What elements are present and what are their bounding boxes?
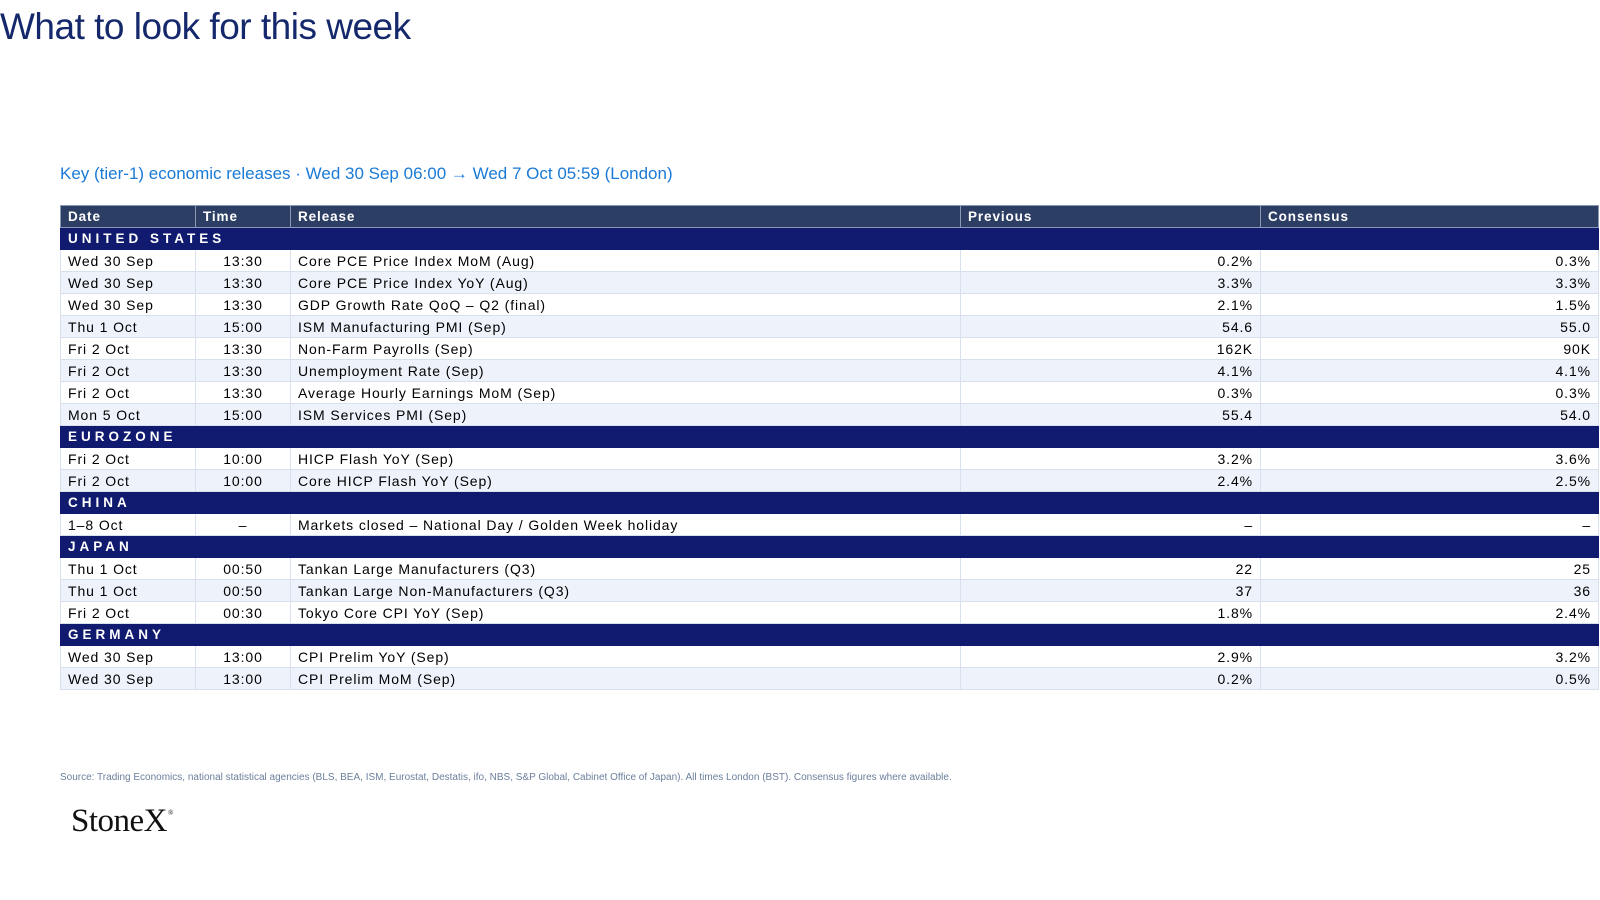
table-row xyxy=(61,316,1599,338)
page-title: What to look for this week xyxy=(0,6,411,47)
cell-date: Wed 30 Sep xyxy=(61,250,196,272)
cell-consensus: 25 xyxy=(1261,558,1599,580)
table-row xyxy=(61,338,1599,360)
cell-date: Mon 5 Oct xyxy=(61,404,196,426)
cell-date: Fri 2 Oct xyxy=(61,360,196,382)
cell-time: 13:30 xyxy=(196,294,291,316)
cell-release: Non-Farm Payrolls (Sep) xyxy=(291,338,961,360)
cell-time: 13:30 xyxy=(196,360,291,382)
cell-consensus: 90K xyxy=(1261,338,1599,360)
logo-text: StoneX xyxy=(71,803,167,839)
cell-previous: 2.4% xyxy=(961,470,1261,492)
table-row xyxy=(61,668,1599,690)
source-note: Source: Trading Economics, national statistical agencies (BLS, BEA, ISM, Eurostat, Destatis, ifo, NBS, S&P Global, Cabinet Office of Japan). All times London (BST). Consensus figures where available. xyxy=(60,772,952,783)
table-row xyxy=(61,272,1599,294)
section-label: GERMANY xyxy=(61,624,1599,646)
cell-previous: – xyxy=(961,514,1261,536)
table-row xyxy=(61,360,1599,382)
cell-release: CPI Prelim MoM (Sep) xyxy=(291,668,961,690)
cell-previous: 4.1% xyxy=(961,360,1261,382)
cell-time: 00:30 xyxy=(196,602,291,624)
header-date: Date xyxy=(61,206,196,228)
cell-time: 13:00 xyxy=(196,646,291,668)
cell-release: Tankan Large Non-Manufacturers (Q3) xyxy=(291,580,961,602)
table-row xyxy=(61,602,1599,624)
table-row xyxy=(61,382,1599,404)
table-subtitle: Key (tier-1) economic releases · Wed 30 Sep 06:00 → Wed 7 Oct 05:59 (London) xyxy=(60,164,673,183)
cell-release: Tankan Large Manufacturers (Q3) xyxy=(291,558,961,580)
cell-release: ISM Services PMI (Sep) xyxy=(291,404,961,426)
section-label: UNITED STATES xyxy=(61,228,1599,250)
cell-time: 00:50 xyxy=(196,558,291,580)
cell-date: Wed 30 Sep xyxy=(61,294,196,316)
cell-previous: 37 xyxy=(961,580,1261,602)
cell-consensus: 3.6% xyxy=(1261,448,1599,470)
cell-time: 10:00 xyxy=(196,470,291,492)
cell-time: 10:00 xyxy=(196,448,291,470)
cell-date: Fri 2 Oct xyxy=(61,602,196,624)
cell-release: Unemployment Rate (Sep) xyxy=(291,360,961,382)
section-row xyxy=(61,492,1599,514)
cell-previous: 3.3% xyxy=(961,272,1261,294)
cell-consensus: 36 xyxy=(1261,580,1599,602)
cell-date: Fri 2 Oct xyxy=(61,338,196,360)
cell-date: Wed 30 Sep xyxy=(61,646,196,668)
cell-date: Wed 30 Sep xyxy=(61,668,196,690)
table-body xyxy=(61,228,1599,690)
table-row xyxy=(61,404,1599,426)
cell-time: 15:00 xyxy=(196,404,291,426)
cell-previous: 55.4 xyxy=(961,404,1261,426)
cell-time: 13:30 xyxy=(196,272,291,294)
cell-time: 13:30 xyxy=(196,250,291,272)
table-row xyxy=(61,250,1599,272)
cell-date: Fri 2 Oct xyxy=(61,470,196,492)
table-row xyxy=(61,558,1599,580)
table-row xyxy=(61,646,1599,668)
cell-previous: 22 xyxy=(961,558,1261,580)
cell-previous: 0.2% xyxy=(961,668,1261,690)
cell-release: HICP Flash YoY (Sep) xyxy=(291,448,961,470)
cell-previous: 2.1% xyxy=(961,294,1261,316)
cell-time: – xyxy=(196,514,291,536)
cell-consensus: 0.3% xyxy=(1261,250,1599,272)
section-label: CHINA xyxy=(61,492,1599,514)
cell-date: Thu 1 Oct xyxy=(61,580,196,602)
cell-previous: 54.6 xyxy=(961,316,1261,338)
cell-consensus: 0.5% xyxy=(1261,668,1599,690)
economic-releases-table xyxy=(60,205,1599,690)
cell-release: Tokyo Core CPI YoY (Sep) xyxy=(291,602,961,624)
table-row xyxy=(61,514,1599,536)
header-release: Release xyxy=(291,206,961,228)
cell-consensus: 2.5% xyxy=(1261,470,1599,492)
section-label: EUROZONE xyxy=(61,426,1599,448)
cell-time: 15:00 xyxy=(196,316,291,338)
cell-date: 1–8 Oct xyxy=(61,514,196,536)
cell-consensus: 55.0 xyxy=(1261,316,1599,338)
cell-consensus: 2.4% xyxy=(1261,602,1599,624)
cell-release: GDP Growth Rate QoQ – Q2 (final) xyxy=(291,294,961,316)
cell-time: 13:00 xyxy=(196,668,291,690)
cell-release: Core HICP Flash YoY (Sep) xyxy=(291,470,961,492)
cell-date: Wed 30 Sep xyxy=(61,272,196,294)
cell-consensus: 3.2% xyxy=(1261,646,1599,668)
cell-consensus: 4.1% xyxy=(1261,360,1599,382)
section-label: JAPAN xyxy=(61,536,1599,558)
header-time: Time xyxy=(196,206,291,228)
section-row xyxy=(61,228,1599,250)
section-row xyxy=(61,536,1599,558)
header-previous: Previous xyxy=(961,206,1261,228)
cell-date: Fri 2 Oct xyxy=(61,382,196,404)
cell-release: CPI Prelim YoY (Sep) xyxy=(291,646,961,668)
cell-time: 00:50 xyxy=(196,580,291,602)
cell-time: 13:30 xyxy=(196,382,291,404)
cell-date: Thu 1 Oct xyxy=(61,558,196,580)
cell-consensus: – xyxy=(1261,514,1599,536)
cell-date: Thu 1 Oct xyxy=(61,316,196,338)
cell-release: ISM Manufacturing PMI (Sep) xyxy=(291,316,961,338)
cell-release: Markets closed – National Day / Golden Week holiday xyxy=(291,514,961,536)
cell-consensus: 3.3% xyxy=(1261,272,1599,294)
table-row xyxy=(61,294,1599,316)
cell-consensus: 0.3% xyxy=(1261,382,1599,404)
table-row xyxy=(61,470,1599,492)
cell-release: Core PCE Price Index MoM (Aug) xyxy=(291,250,961,272)
section-row xyxy=(61,426,1599,448)
cell-previous: 3.2% xyxy=(961,448,1261,470)
cell-consensus: 54.0 xyxy=(1261,404,1599,426)
cell-previous: 162K xyxy=(961,338,1261,360)
cell-release: Average Hourly Earnings MoM (Sep) xyxy=(291,382,961,404)
stonex-logo xyxy=(71,803,173,840)
cell-previous: 2.9% xyxy=(961,646,1261,668)
cell-previous: 1.8% xyxy=(961,602,1261,624)
cell-previous: 0.3% xyxy=(961,382,1261,404)
table-row xyxy=(61,580,1599,602)
section-row xyxy=(61,624,1599,646)
logo-registered-mark: ® xyxy=(168,809,173,817)
cell-time: 13:30 xyxy=(196,338,291,360)
header-consensus: Consensus xyxy=(1261,206,1599,228)
cell-date: Fri 2 Oct xyxy=(61,448,196,470)
cell-consensus: 1.5% xyxy=(1261,294,1599,316)
table-row xyxy=(61,448,1599,470)
cell-release: Core PCE Price Index YoY (Aug) xyxy=(291,272,961,294)
cell-previous: 0.2% xyxy=(961,250,1261,272)
table-header-row xyxy=(61,206,1599,228)
